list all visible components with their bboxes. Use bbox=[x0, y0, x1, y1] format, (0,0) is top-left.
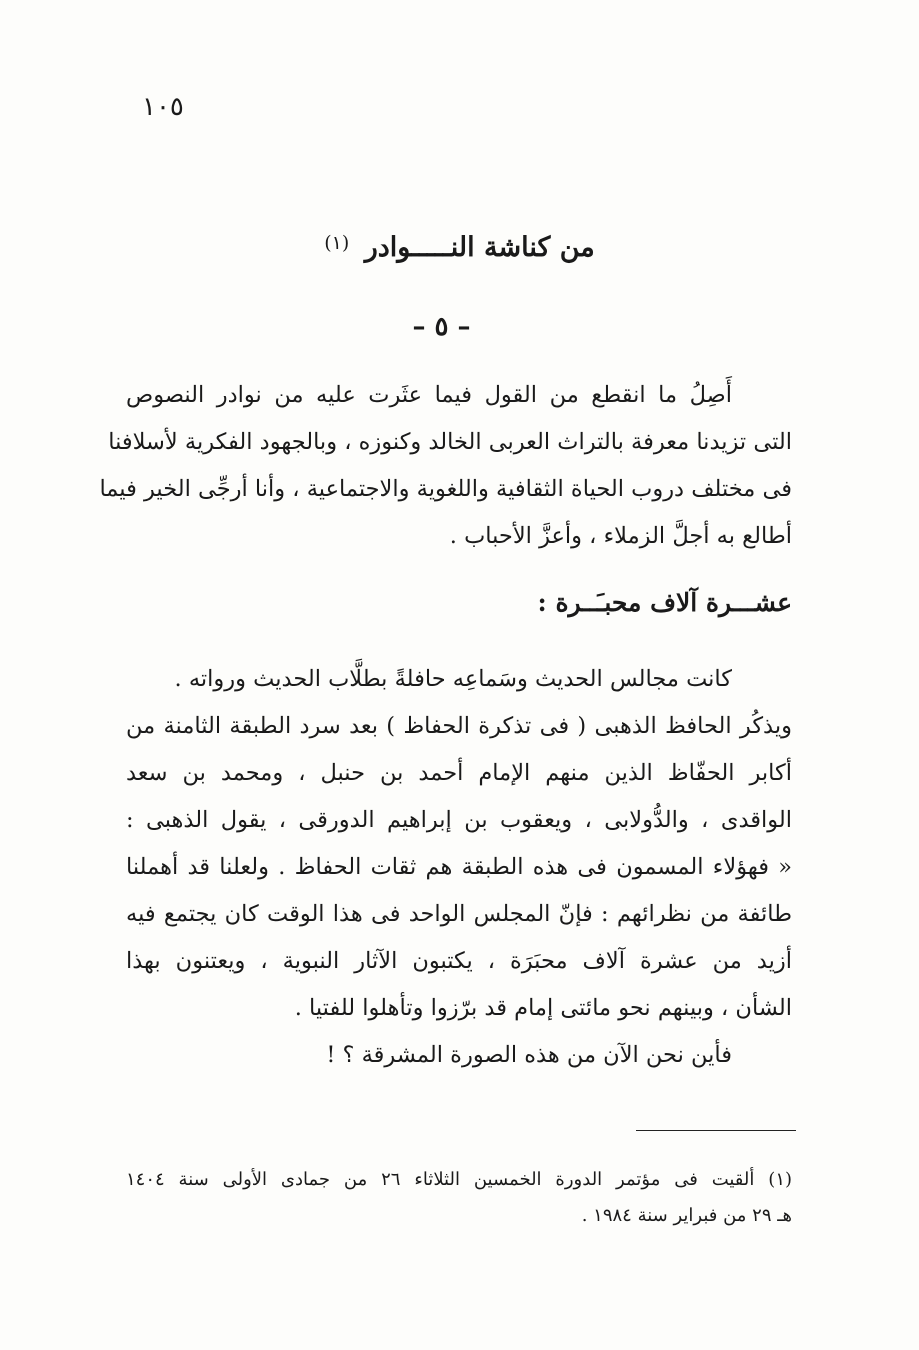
footnotes bbox=[126, 1162, 792, 1234]
footnote-reference: (١) bbox=[324, 232, 350, 254]
footnote-line: هـ ٢٩ من فبراير سنة ١٩٨٤ . bbox=[581, 1205, 792, 1226]
text-line: ويذكُر الحافظ الذهبى ( فى تذكرة الحفاظ ) بعد سرد الطبقة الثامنة من bbox=[126, 713, 792, 739]
intro-paragraph bbox=[99, 372, 792, 560]
section-number: – ٥ – bbox=[412, 312, 471, 342]
section-subheading: عشـــرة آلاف محبـَــرة : bbox=[537, 588, 792, 617]
article-title bbox=[0, 232, 919, 263]
footnote-line: (١) ألقيت فى مؤتمر الدورة الخمسين الثلاثاء ٢٦ من جمادى الأولى سنة ١٤٠٤ bbox=[126, 1169, 793, 1190]
text-line: « فهؤلاء المسمون فى هذه الطبقة هم ثقات الحفاظ . ولعلنا قد أهملنا bbox=[126, 854, 792, 880]
text-line: فأين نحن الآن من هذه الصورة المشرقة ؟ ! bbox=[326, 1042, 732, 1068]
text-line: أزيد من عشرة آلاف محبَرَة ، يكتبون الآثار النبوية ، ويعتنون بهذا bbox=[126, 948, 792, 974]
text-line: الواقدى ، والدُّولابى ، ويعقوب بن إبراهيم الدورقى ، يقول الذهبى : bbox=[126, 807, 792, 833]
text-line: أَصِلُ ما انقطع من القول فيما عثَرت عليه من نوادر النصوص bbox=[126, 382, 732, 408]
text-line: طائفة من نظرائهم : فإنّ المجلس الواحد فى هذا الوقت كان يجتمع فيه bbox=[126, 901, 792, 927]
text-line: كانت مجالس الحديث وسَماعِه حافلةً بطلَّاب الحديث ورواته . bbox=[174, 666, 732, 692]
article-title-text: من كناشة النـــــوادر bbox=[364, 232, 595, 263]
text-line: أكابر الحفّاظ الذين منهم الإمام أحمد بن حنبل ، ومحمد بن سعد bbox=[126, 760, 792, 786]
text-line: الشأن ، وبينهم نحو مائتى إمام قد برّزوا وتأهلوا للفتيا . bbox=[294, 995, 792, 1021]
main-paragraph bbox=[126, 656, 792, 1079]
text-line: أطالع به أجلَّ الزملاء ، وأعزَّ الأحباب . bbox=[449, 523, 792, 549]
text-line: فى مختلف دروب الحياة الثقافية واللغوية والاجتماعية ، وأنا أرجِّى الخير فيما bbox=[99, 476, 792, 502]
footnote-divider bbox=[636, 1130, 796, 1131]
page-number: ١٠٥ bbox=[142, 92, 184, 122]
text-line: التى تزيدنا معرفة بالتراث العربى الخالد وكنوزه ، وبالجهود الفكرية لأسلافنا bbox=[108, 429, 792, 455]
